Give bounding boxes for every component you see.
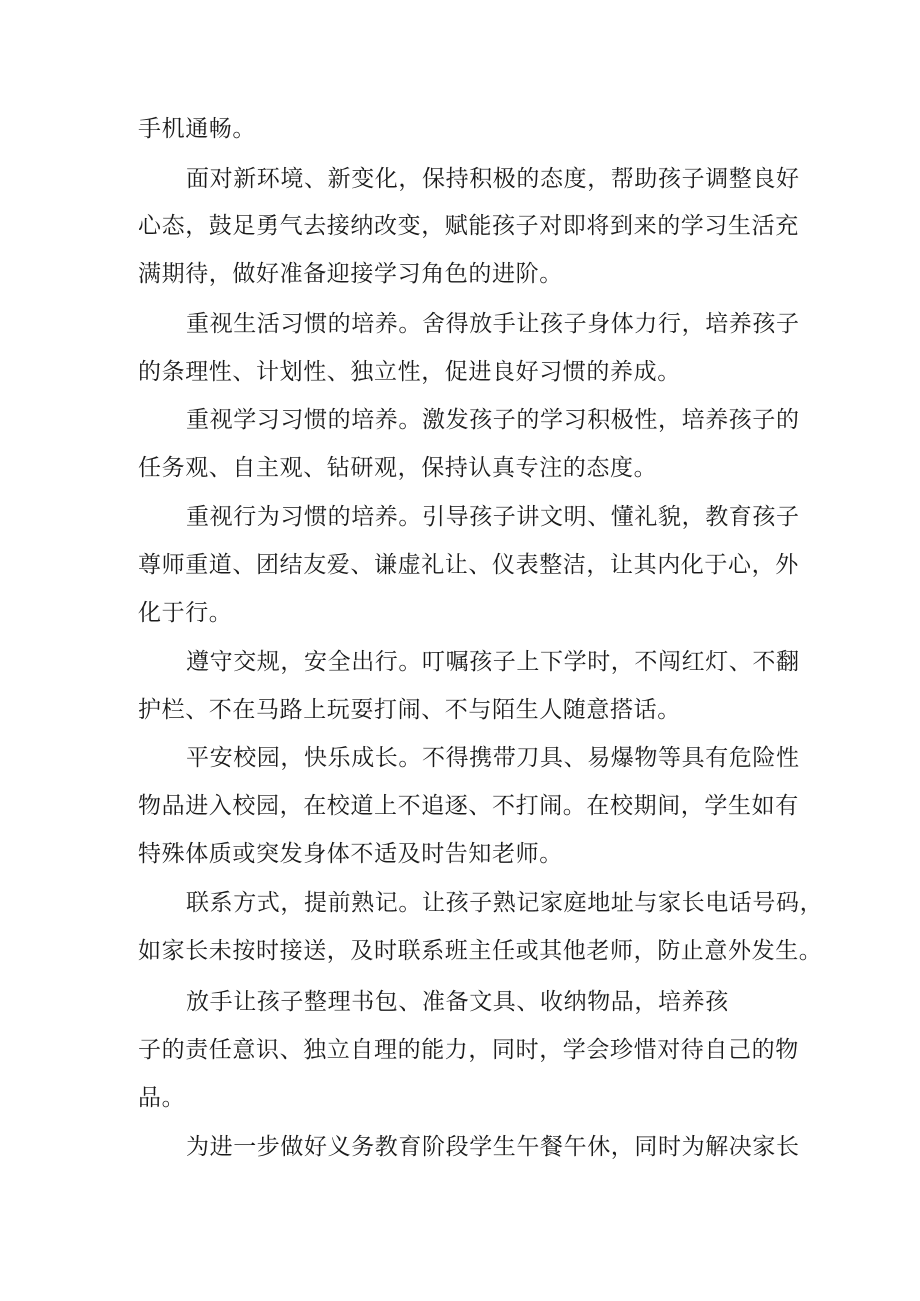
paragraph-campus-safety-line: 物品进入校园，在校道上不追逐、不打闹。在校期间，学生如有 — [138, 793, 799, 819]
paragraph-campus-safety-line: 平安校园，快乐成长。不得携带刀具、易爆物等具有危险性 — [186, 745, 800, 771]
paragraph-study-habits-line: 任务观、自主观、钻研观，保持认真专注的态度。 — [138, 455, 658, 481]
paragraph-life-habits-line: 的条理性、计划性、独立性，促进良好习惯的养成。 — [138, 359, 681, 385]
paragraph-new-environment-line: 心态，鼓足勇气去接纳改变，赋能孩子对即将到来的学习生活充 — [138, 213, 799, 239]
text-line-continuation: 手机通畅。 — [138, 116, 256, 142]
paragraph-new-environment-line: 面对新环境、新变化，保持积极的态度，帮助孩子调整良好 — [186, 166, 800, 192]
paragraph-campus-safety-line: 特殊体质或突发身体不适及时告知老师。 — [138, 841, 563, 867]
paragraph-behavior-habits-line: 化于行。 — [138, 600, 233, 626]
paragraph-contact-info-line: 联系方式，提前熟记。让孩子熟记家庭地址与家长电话号码， — [186, 890, 824, 916]
paragraph-traffic-safety-line: 遵守交规，安全出行。叮嘱孩子上下学时，不闯红灯、不翻 — [186, 649, 800, 675]
paragraph-contact-info-line: 如家长未按时接送，及时联系班主任或其他老师，防止意外发生。 — [138, 938, 823, 964]
paragraph-behavior-habits-line: 尊师重道、团结友爱、谦虚礼让、仪表整洁，让其内化于心，外 — [138, 552, 799, 578]
paragraph-behavior-habits-line: 重视行为习惯的培养。引导孩子讲文明、懂礼貌，教育孩子 — [186, 504, 800, 530]
paragraph-self-care-line: 放手让孩子整理书包、准备文具、收纳物品，培养孩 — [186, 989, 729, 1015]
paragraph-life-habits-line: 重视生活习惯的培养。舍得放手让孩子身体力行，培养孩子 — [186, 311, 800, 337]
paragraph-self-care-line: 品。 — [138, 1085, 186, 1111]
paragraph-lunch-rest-line: 为进一步做好义务教育阶段学生午餐午休，同时为解决家长 — [186, 1134, 800, 1160]
paragraph-study-habits-line: 重视学习习惯的培养。激发孩子的学习积极性，培养孩子的 — [186, 407, 800, 433]
paragraph-self-care-line: 子的责任意识、独立自理的能力，同时，学会珍惜对待自己的物 — [138, 1037, 799, 1063]
paragraph-traffic-safety-line: 护栏、不在马路上玩耍打闹、不与陌生人随意搭话。 — [138, 697, 681, 723]
paragraph-new-environment-line: 满期待，做好准备迎接学习角色的进阶。 — [138, 261, 563, 287]
